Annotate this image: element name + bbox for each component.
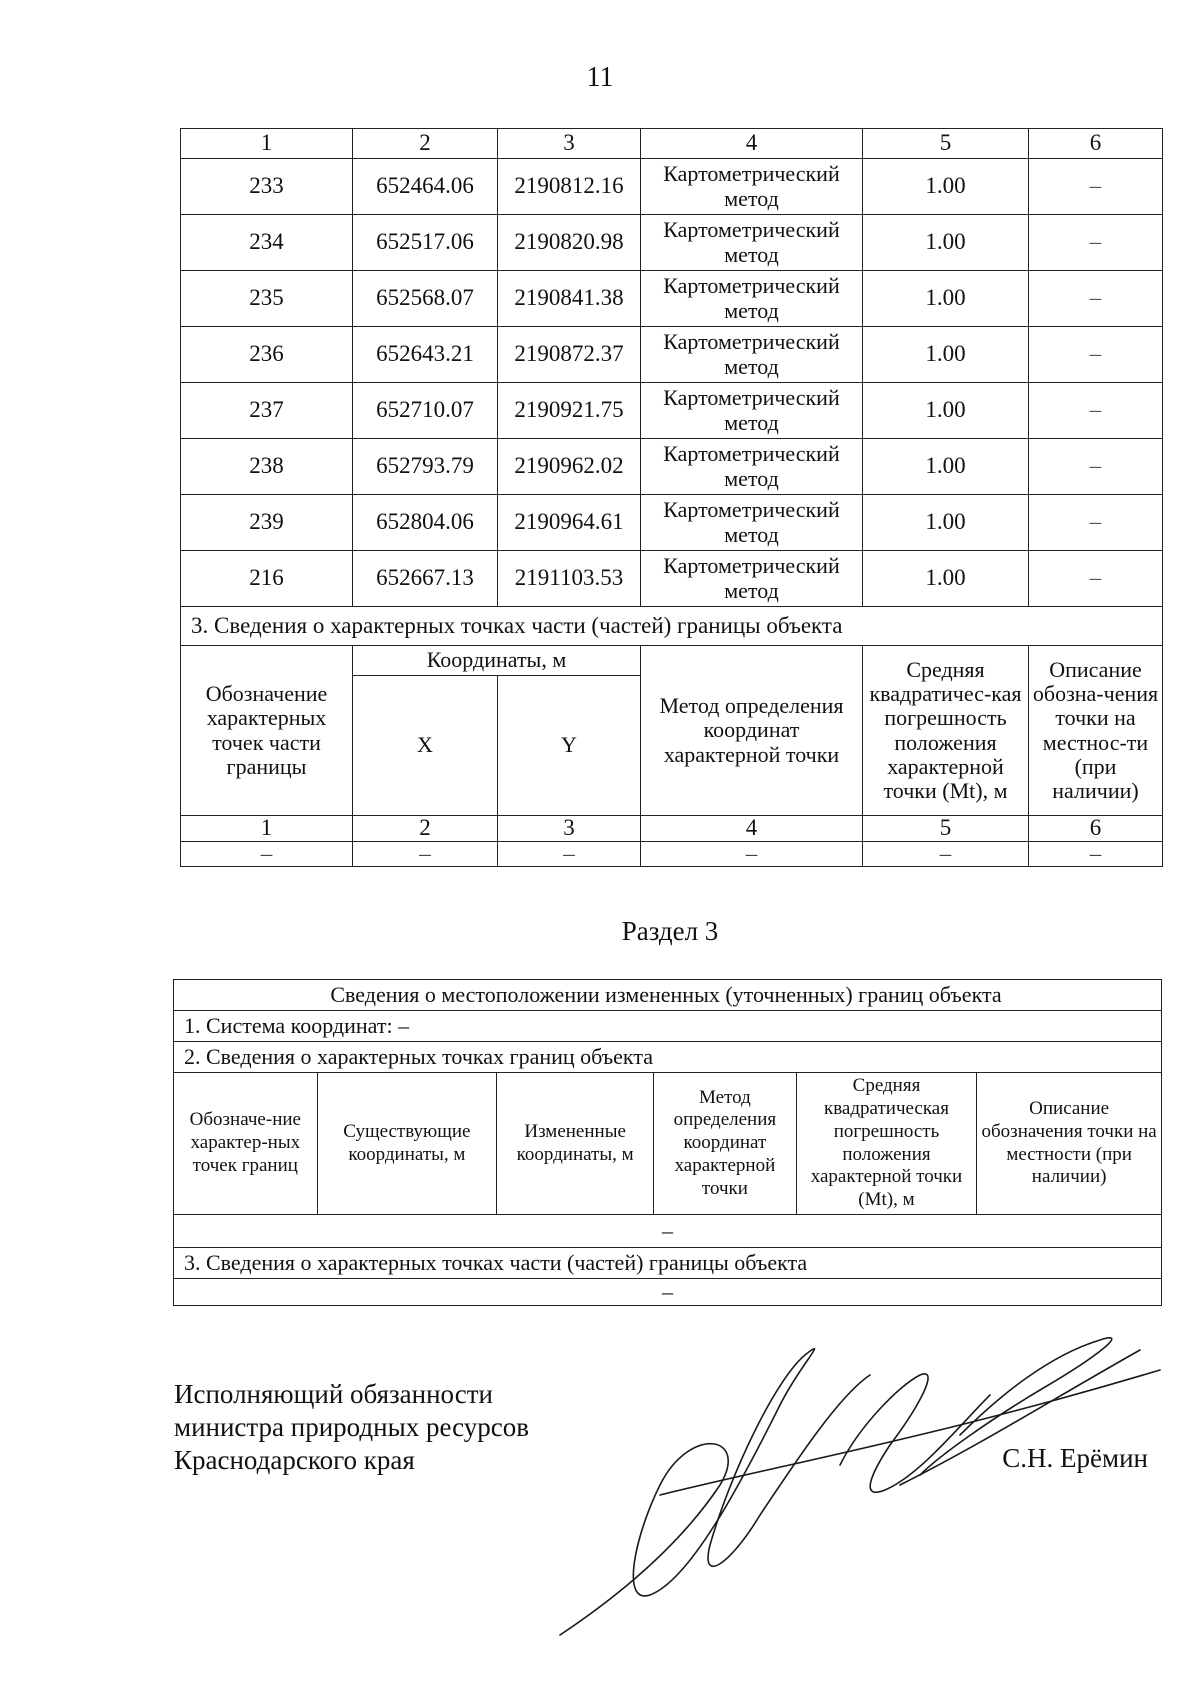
x-cell: 652517.06: [353, 215, 498, 271]
description-cell: –: [1029, 383, 1163, 439]
method-cell: Картометрический метод: [641, 383, 863, 439]
header-changed: Измененные координаты, м: [497, 1073, 654, 1215]
column-number: 4: [641, 816, 863, 842]
description-cell: –: [1029, 159, 1163, 215]
point-cell: 233: [181, 159, 353, 215]
page-number: 11: [586, 62, 614, 93]
y-cell: 2190921.75: [498, 383, 641, 439]
point-cell: 234: [181, 215, 353, 271]
section-title: 3. Сведения о характерных точках части (частей) границы объекта: [174, 1248, 1162, 1279]
header-description: Описание обозначения точки на местности (при наличии): [977, 1073, 1162, 1215]
column-number-row: [181, 129, 1163, 159]
table-row: [181, 327, 1163, 383]
description-cell: –: [1029, 439, 1163, 495]
empty-cell: –: [353, 842, 498, 867]
header-row: [181, 646, 1163, 676]
coordinate-system: 1. Система координат: –: [174, 1011, 1162, 1042]
y-cell: 2190812.16: [498, 159, 641, 215]
description-cell: –: [1029, 327, 1163, 383]
column-number: 5: [863, 129, 1029, 159]
signer-name: С.Н. Ерёмин: [1002, 1443, 1148, 1473]
column-number: 4: [641, 129, 863, 159]
header-method: Метод определения координат характерной точки: [641, 646, 863, 816]
y-cell: 2190872.37: [498, 327, 641, 383]
header-x: X: [353, 676, 498, 816]
error-cell: 1.00: [863, 159, 1029, 215]
column-number: 2: [353, 816, 498, 842]
column-number: 6: [1029, 129, 1163, 159]
description-cell: –: [1029, 215, 1163, 271]
position-line: Краснодарского края: [174, 1445, 415, 1476]
empty-cell: –: [1029, 842, 1163, 867]
error-cell: 1.00: [863, 551, 1029, 607]
handwritten-signature: [540, 1315, 1180, 1645]
point-cell: 236: [181, 327, 353, 383]
boundary-points-table: [180, 128, 1163, 867]
table-row: [181, 383, 1163, 439]
method-cell: Картометрический метод: [641, 159, 863, 215]
error-cell: 1.00: [863, 439, 1029, 495]
position-line: Исполняющий обязанности: [174, 1379, 493, 1409]
column-number: 1: [181, 816, 353, 842]
header-method: Метод определения координат характерной точки: [654, 1073, 797, 1215]
method-cell: Картометрический метод: [641, 215, 863, 271]
table-row: [181, 495, 1163, 551]
table-title-row: [174, 980, 1162, 1011]
section-title-row: [174, 1042, 1162, 1073]
changed-boundaries-table: [173, 979, 1162, 1306]
coordinate-system-row: [174, 1011, 1162, 1042]
column-number: 3: [498, 129, 641, 159]
empty-cell: –: [863, 842, 1029, 867]
error-cell: 1.00: [863, 327, 1029, 383]
empty-row: [174, 1279, 1162, 1306]
signer-position: [174, 1378, 529, 1478]
y-cell: 2191103.53: [498, 551, 641, 607]
column-number: 3: [498, 816, 641, 842]
x-cell: 652804.06: [353, 495, 498, 551]
x-cell: 652710.07: [353, 383, 498, 439]
column-number: 2: [353, 129, 498, 159]
method-cell: Картометрический метод: [641, 551, 863, 607]
x-cell: 652667.13: [353, 551, 498, 607]
column-number: 5: [863, 816, 1029, 842]
empty-cell: –: [498, 842, 641, 867]
empty-row: [174, 1215, 1162, 1248]
point-cell: 216: [181, 551, 353, 607]
point-cell: 239: [181, 495, 353, 551]
table-title: Сведения о местоположении измененных (уточненных) границ объекта: [174, 980, 1162, 1011]
y-cell: 2190964.61: [498, 495, 641, 551]
point-cell: 238: [181, 439, 353, 495]
column-number: 6: [1029, 816, 1163, 842]
description-cell: –: [1029, 495, 1163, 551]
section-heading: Раздел 3: [621, 916, 719, 946]
position-line: министра природных ресурсов: [174, 1412, 529, 1443]
empty-cell: –: [181, 842, 353, 867]
empty-cell: –: [174, 1279, 1162, 1306]
error-cell: 1.00: [863, 215, 1029, 271]
method-cell: Картометрический метод: [641, 271, 863, 327]
header-description: Описание обозна-чения точки на местнос-ти (при наличии): [1029, 646, 1163, 816]
header-error: Средняя квадратическая погрешность положения характерной точки (Mt), м: [796, 1073, 977, 1215]
table-row: [181, 215, 1163, 271]
header-point: Обозначение характерных точек части границы: [181, 646, 353, 816]
method-cell: Картометрический метод: [641, 439, 863, 495]
table-row: [181, 551, 1163, 607]
x-cell: 652568.07: [353, 271, 498, 327]
column-number: 1: [181, 129, 353, 159]
description-cell: –: [1029, 271, 1163, 327]
y-cell: 2190820.98: [498, 215, 641, 271]
table-row: [181, 271, 1163, 327]
error-cell: 1.00: [863, 495, 1029, 551]
method-cell: Картометрический метод: [641, 495, 863, 551]
table-row: [181, 159, 1163, 215]
error-cell: 1.00: [863, 271, 1029, 327]
point-cell: 237: [181, 383, 353, 439]
column-number-row: [181, 816, 1163, 842]
y-cell: 2190962.02: [498, 439, 641, 495]
header-row: [174, 1073, 1162, 1215]
table-row: [181, 439, 1163, 495]
section-title-row: [181, 607, 1163, 646]
empty-cell: –: [174, 1215, 1162, 1248]
header-y: Y: [498, 676, 641, 816]
y-cell: 2190841.38: [498, 271, 641, 327]
method-cell: Картометрический метод: [641, 327, 863, 383]
header-error: Средняя квадратичес-кая погрешность положения характерной точки (Mt), м: [863, 646, 1029, 816]
error-cell: 1.00: [863, 383, 1029, 439]
x-cell: 652464.06: [353, 159, 498, 215]
empty-row: [181, 842, 1163, 867]
section-title-row: [174, 1248, 1162, 1279]
header-existing: Существующие координаты, м: [317, 1073, 497, 1215]
x-cell: 652643.21: [353, 327, 498, 383]
point-cell: 235: [181, 271, 353, 327]
empty-cell: –: [641, 842, 863, 867]
section-title: 3. Сведения о характерных точках части (частей) границы объекта: [181, 607, 1163, 646]
description-cell: –: [1029, 551, 1163, 607]
header-coordinates: Координаты, м: [353, 646, 641, 676]
x-cell: 652793.79: [353, 439, 498, 495]
section-title: 2. Сведения о характерных точках границ объекта: [174, 1042, 1162, 1073]
header-point: Обозначе-ние характер-ных точек границ: [174, 1073, 318, 1215]
